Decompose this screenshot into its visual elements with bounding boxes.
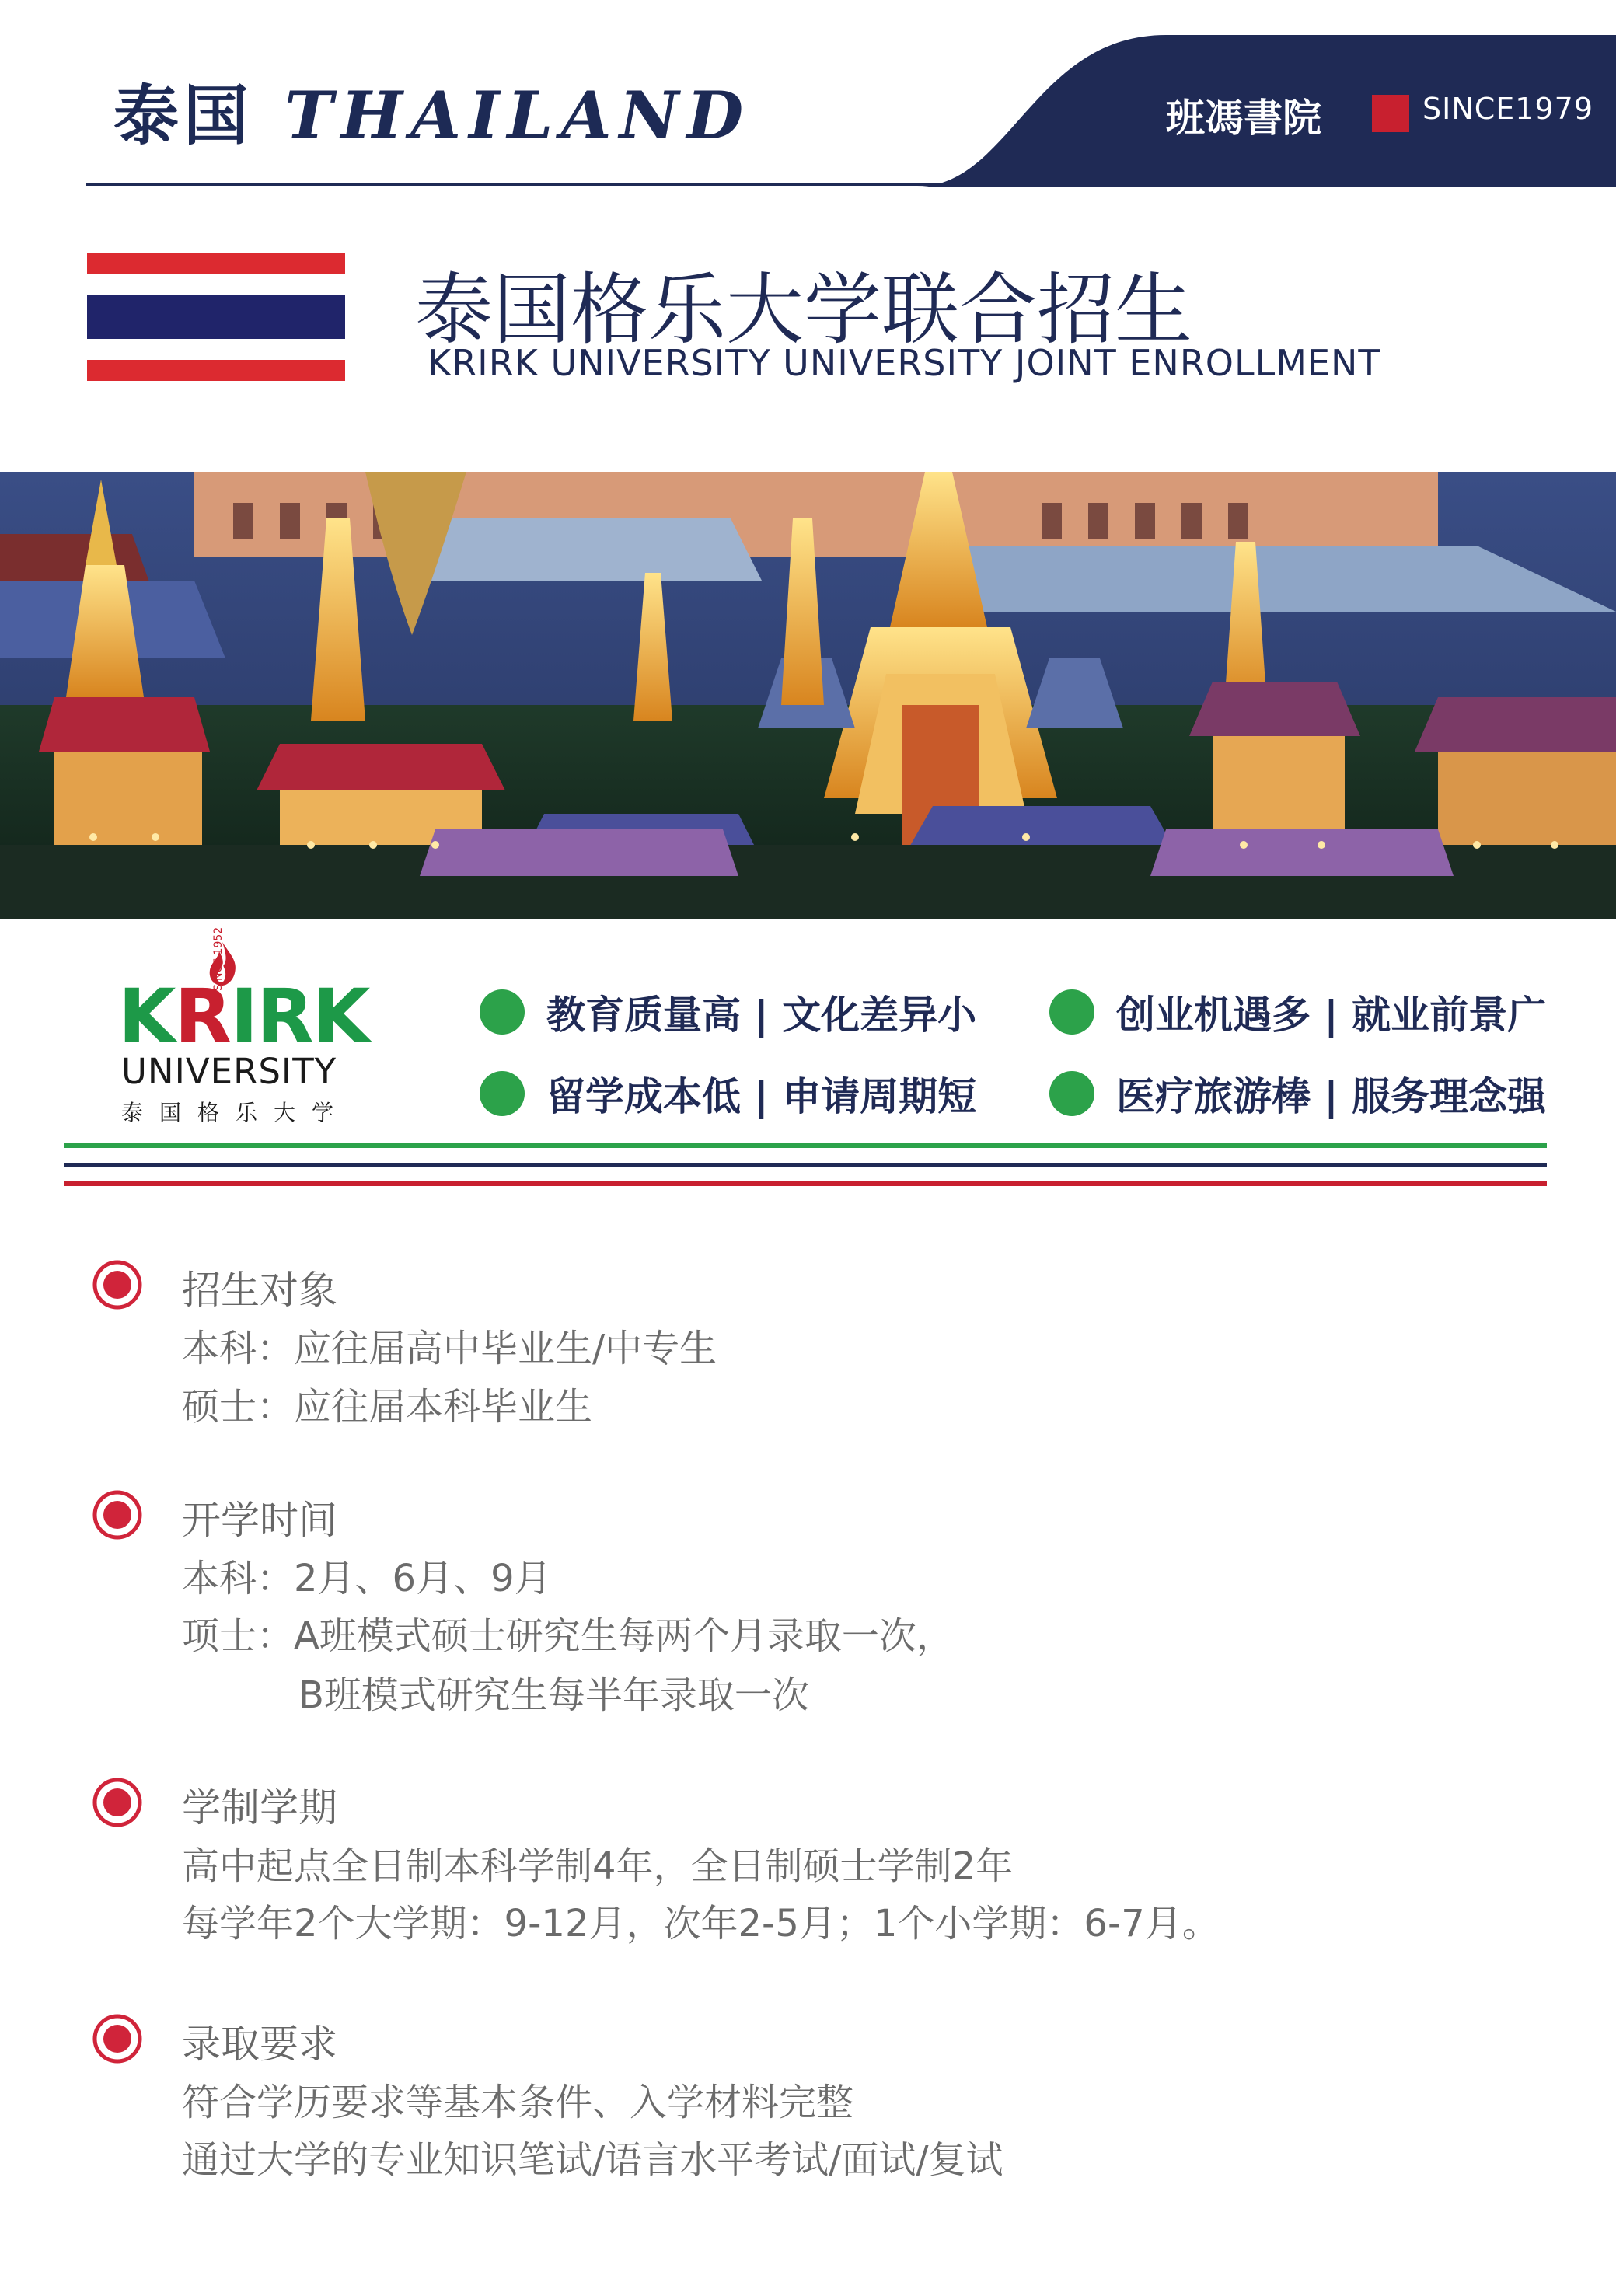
section-line: 硕士：应往届本科毕业生 (182, 1385, 593, 1429)
section-line: 符合学历要求等基本条件、入学材料完整 (182, 2081, 854, 2124)
divider-navy (64, 1163, 1547, 1167)
page-title: 泰国格乐大学联合招生 (415, 264, 1192, 355)
header-rule (86, 183, 972, 186)
grand-palace-banner-image (0, 472, 1616, 919)
feature-item (480, 1066, 976, 1122)
page-subtitle: KRIRK UNIVERSITY UNIVERSITY JOINT ENROLLMENT (428, 342, 1381, 384)
section-line: 本科：应往届高中毕业生/中专生 (182, 1327, 717, 1370)
title-en: THAILAND (284, 77, 752, 154)
thailand-flag-icon (87, 253, 345, 381)
logo-since-mark: SINCE 1952 (212, 926, 225, 991)
red-bullet-icon (92, 1259, 143, 1310)
section-title: 招生对象 (182, 1268, 337, 1313)
brand-logo-text: 班馮書院 (1166, 95, 1321, 141)
krirk-logo-word: KRIRK (118, 973, 369, 1060)
feature-item (480, 984, 976, 1040)
krirk-logo-name-cn: 泰国格乐大学 (121, 1100, 351, 1125)
feature-text: 医疗旅游棒 | 服务理念强 (1116, 1074, 1547, 1119)
feature-item (1049, 984, 1546, 1040)
krirk-logo-university: UNIVERSITY (121, 1051, 337, 1092)
green-dot-icon (480, 989, 525, 1035)
divider-red (64, 1181, 1547, 1186)
section-line: 每学年2个大学期：9-12月，次年2-5月；1个小学期：6-7月。 (182, 1902, 1220, 1945)
brand-seal-icon (1372, 95, 1409, 132)
since-label: SINCE1979 (1422, 92, 1594, 126)
section-line: 通过大学的专业知识笔试/语言水平考试/面试/复试 (182, 2138, 1003, 2182)
feature-text: 留学成本低 | 申请周期短 (546, 1074, 977, 1119)
green-dot-icon (1049, 989, 1094, 1035)
feature-item (1049, 1066, 1546, 1122)
divider-green (64, 1143, 1547, 1148)
red-bullet-icon (92, 1777, 143, 1828)
feature-text: 创业机遇多 | 就业前景广 (1116, 993, 1547, 1038)
section-line: B班模式研究生每半年录取一次 (298, 1673, 809, 1717)
red-bullet-icon (92, 1489, 143, 1541)
green-dot-icon (480, 1071, 525, 1116)
title-cn: 泰国 (113, 77, 254, 154)
section-line: 项士：A班模式硕士研究生每两个月录取一次， (182, 1614, 954, 1658)
green-dot-icon (1049, 1071, 1094, 1116)
page-brand-title (113, 64, 752, 154)
section-title: 开学时间 (182, 1498, 337, 1543)
feature-text: 教育质量高 | 文化差异小 (546, 993, 977, 1038)
red-bullet-icon (92, 2013, 143, 2064)
section-line: 高中起点全日制本科学制4年，全日制硕士学制2年 (182, 1844, 1014, 1888)
section-title: 学制学期 (182, 1785, 337, 1830)
section-line: 本科：2月、6月、9月 (182, 1557, 552, 1600)
section-title: 录取要求 (182, 2022, 337, 2067)
